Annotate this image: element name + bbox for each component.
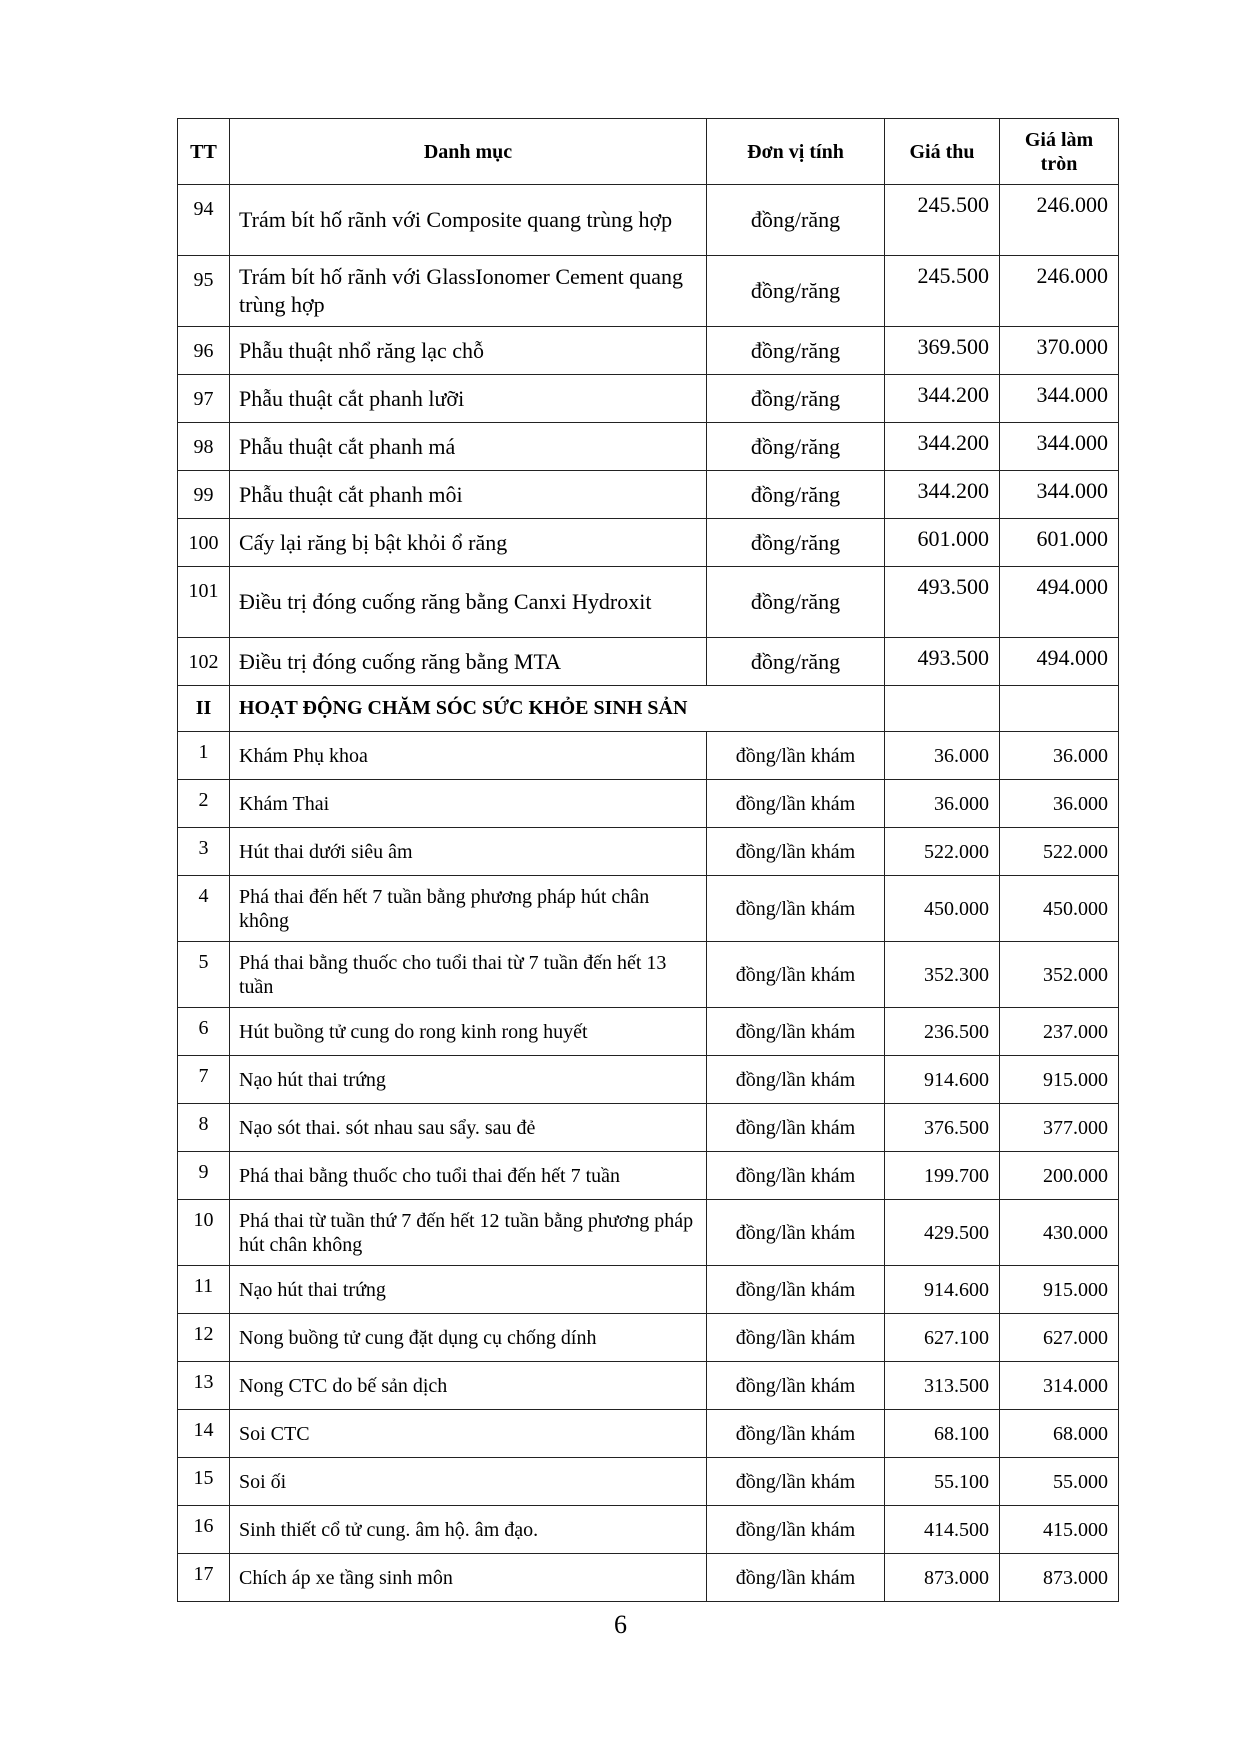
row-tt: 13	[178, 1362, 230, 1410]
table-row	[178, 1104, 1119, 1152]
row-tt: 5	[178, 942, 230, 1008]
row-unit: đồng/lần khám	[707, 1410, 885, 1458]
row-tt: 98	[178, 423, 230, 471]
table-row	[178, 1008, 1119, 1056]
row-price: 55.100	[885, 1458, 1000, 1506]
row-tt: 14	[178, 1410, 230, 1458]
table-row	[178, 876, 1119, 942]
row-tt: 96	[178, 327, 230, 375]
row-unit: đồng/lần khám	[707, 828, 885, 876]
row-name: Phá thai đến hết 7 tuần bằng phương pháp hút chân không	[230, 876, 707, 942]
row-unit: đồng/lần khám	[707, 1554, 885, 1602]
table-row	[178, 828, 1119, 876]
table-row	[178, 732, 1119, 780]
row-price: 493.500	[885, 638, 1000, 686]
table-row	[178, 638, 1119, 686]
row-name: Điều trị đóng cuống răng bằng Canxi Hydroxit	[230, 567, 707, 638]
table-row	[178, 519, 1119, 567]
row-unit: đồng/răng	[707, 185, 885, 256]
row-rounded: 344.000	[1000, 471, 1119, 519]
table-row	[178, 185, 1119, 256]
row-rounded: 915.000	[1000, 1266, 1119, 1314]
row-name: Phẫu thuật nhổ răng lạc chỗ	[230, 327, 707, 375]
row-unit: đồng/lần khám	[707, 1152, 885, 1200]
row-name: Nạo hút thai trứng	[230, 1266, 707, 1314]
row-rounded: 415.000	[1000, 1506, 1119, 1554]
row-name: Phẫu thuật cắt phanh môi	[230, 471, 707, 519]
row-rounded: 55.000	[1000, 1458, 1119, 1506]
row-rounded: 68.000	[1000, 1410, 1119, 1458]
row-name: Nạo sót thai. sót nhau sau sẩy. sau đẻ	[230, 1104, 707, 1152]
row-price: 429.500	[885, 1200, 1000, 1266]
section-header	[178, 686, 1119, 732]
header-rounded: Giá làm tròn	[1000, 119, 1119, 185]
row-name: Trám bít hố rãnh với Composite quang trùng hợp	[230, 185, 707, 256]
row-unit: đồng/lần khám	[707, 876, 885, 942]
row-price: 873.000	[885, 1554, 1000, 1602]
row-name: Phẫu thuật cắt phanh lưỡi	[230, 375, 707, 423]
row-unit: đồng/răng	[707, 423, 885, 471]
row-name: Cấy lại răng bị bật khỏi ổ răng	[230, 519, 707, 567]
row-unit: đồng/lần khám	[707, 1104, 885, 1152]
row-tt: 101	[178, 567, 230, 638]
row-price: 236.500	[885, 1008, 1000, 1056]
table-row	[178, 1266, 1119, 1314]
row-price: 522.000	[885, 828, 1000, 876]
table-row	[178, 1554, 1119, 1602]
table-row	[178, 375, 1119, 423]
row-unit: đồng/răng	[707, 638, 885, 686]
row-tt: 3	[178, 828, 230, 876]
table-row	[178, 1152, 1119, 1200]
row-tt: 6	[178, 1008, 230, 1056]
section-empty-price	[885, 686, 1000, 732]
row-price: 344.200	[885, 423, 1000, 471]
row-price: 199.700	[885, 1152, 1000, 1200]
row-tt: 4	[178, 876, 230, 942]
row-name: Nong CTC do bế sản dịch	[230, 1362, 707, 1410]
row-name: Soi ối	[230, 1458, 707, 1506]
row-name: Phá thai từ tuần thứ 7 đến hết 12 tuần bằng phương pháp hút chân không	[230, 1200, 707, 1266]
row-tt: 1	[178, 732, 230, 780]
row-rounded: 344.000	[1000, 423, 1119, 471]
row-price: 493.500	[885, 567, 1000, 638]
row-tt: 10	[178, 1200, 230, 1266]
row-name: Điều trị đóng cuống răng bằng MTA	[230, 638, 707, 686]
reproductive-health-section	[178, 732, 1119, 1602]
row-name: Nạo hút thai trứng	[230, 1056, 707, 1104]
row-rounded: 377.000	[1000, 1104, 1119, 1152]
row-price: 914.600	[885, 1266, 1000, 1314]
row-tt: 7	[178, 1056, 230, 1104]
table-row	[178, 1506, 1119, 1554]
row-tt: 8	[178, 1104, 230, 1152]
row-unit: đồng/lần khám	[707, 1266, 885, 1314]
row-rounded: 200.000	[1000, 1152, 1119, 1200]
row-rounded: 246.000	[1000, 185, 1119, 256]
row-unit: đồng/răng	[707, 256, 885, 327]
table-row	[178, 1314, 1119, 1362]
row-price: 344.200	[885, 471, 1000, 519]
row-rounded: 246.000	[1000, 256, 1119, 327]
row-unit: đồng/răng	[707, 567, 885, 638]
row-rounded: 522.000	[1000, 828, 1119, 876]
row-tt: 95	[178, 256, 230, 327]
row-tt: 11	[178, 1266, 230, 1314]
table-row	[178, 1410, 1119, 1458]
row-unit: đồng/lần khám	[707, 1314, 885, 1362]
section-title: HOẠT ĐỘNG CHĂM SÓC SỨC KHỎE SINH SẢN	[230, 686, 885, 732]
row-name: Nong buồng tử cung đặt dụng cụ chống dính	[230, 1314, 707, 1362]
row-price: 313.500	[885, 1362, 1000, 1410]
row-rounded: 314.000	[1000, 1362, 1119, 1410]
page-number: 6	[614, 1610, 627, 1639]
row-unit: đồng/răng	[707, 519, 885, 567]
price-table	[177, 118, 1119, 1602]
row-tt: 17	[178, 1554, 230, 1602]
header-price: Giá thu	[885, 119, 1000, 185]
row-tt: 16	[178, 1506, 230, 1554]
row-tt: 94	[178, 185, 230, 256]
row-rounded: 627.000	[1000, 1314, 1119, 1362]
row-name: Trám bít hố rãnh với GlassIonomer Cement quang trùng hợp	[230, 256, 707, 327]
table-row	[178, 256, 1119, 327]
row-unit: đồng/răng	[707, 327, 885, 375]
table-row	[178, 423, 1119, 471]
row-name: Hút buồng tử cung do rong kinh rong huyết	[230, 1008, 707, 1056]
row-price: 414.500	[885, 1506, 1000, 1554]
row-rounded: 873.000	[1000, 1554, 1119, 1602]
row-rounded: 601.000	[1000, 519, 1119, 567]
row-unit: đồng/lần khám	[707, 780, 885, 828]
row-tt: 99	[178, 471, 230, 519]
row-price: 914.600	[885, 1056, 1000, 1104]
row-tt: 15	[178, 1458, 230, 1506]
table-row	[178, 471, 1119, 519]
row-price: 36.000	[885, 780, 1000, 828]
row-unit: đồng/răng	[707, 471, 885, 519]
section-number: II	[178, 686, 230, 732]
row-name: Phá thai bằng thuốc cho tuổi thai đến hết 7 tuần	[230, 1152, 707, 1200]
row-rounded: 494.000	[1000, 567, 1119, 638]
table-row	[178, 327, 1119, 375]
row-tt: 9	[178, 1152, 230, 1200]
row-rounded: 344.000	[1000, 375, 1119, 423]
row-price: 36.000	[885, 732, 1000, 780]
table-row	[178, 1056, 1119, 1104]
row-unit: đồng/lần khám	[707, 1362, 885, 1410]
row-name: Phá thai bằng thuốc cho tuổi thai từ 7 tuần đến hết 13 tuần	[230, 942, 707, 1008]
table-header	[178, 119, 1119, 185]
row-rounded: 430.000	[1000, 1200, 1119, 1266]
row-tt: 2	[178, 780, 230, 828]
row-price: 352.300	[885, 942, 1000, 1008]
row-rounded: 370.000	[1000, 327, 1119, 375]
row-tt: 102	[178, 638, 230, 686]
row-rounded: 915.000	[1000, 1056, 1119, 1104]
row-rounded: 36.000	[1000, 732, 1119, 780]
header-unit: Đơn vị tính	[707, 119, 885, 185]
row-tt: 97	[178, 375, 230, 423]
row-unit: đồng/răng	[707, 375, 885, 423]
row-unit: đồng/lần khám	[707, 1458, 885, 1506]
table-row	[178, 567, 1119, 638]
row-name: Phẫu thuật cắt phanh má	[230, 423, 707, 471]
table-row	[178, 1362, 1119, 1410]
row-price: 245.500	[885, 185, 1000, 256]
row-unit: đồng/lần khám	[707, 942, 885, 1008]
row-rounded: 352.000	[1000, 942, 1119, 1008]
row-name: Khám Thai	[230, 780, 707, 828]
row-rounded: 237.000	[1000, 1008, 1119, 1056]
row-price: 627.100	[885, 1314, 1000, 1362]
row-price: 245.500	[885, 256, 1000, 327]
row-price: 369.500	[885, 327, 1000, 375]
row-tt: 100	[178, 519, 230, 567]
header-tt: TT	[178, 119, 230, 185]
row-price: 450.000	[885, 876, 1000, 942]
row-name: Sinh thiết cổ tử cung. âm hộ. âm đạo.	[230, 1506, 707, 1554]
table-row	[178, 1200, 1119, 1266]
row-price: 601.000	[885, 519, 1000, 567]
row-tt: 12	[178, 1314, 230, 1362]
row-unit: đồng/lần khám	[707, 1008, 885, 1056]
table-row	[178, 942, 1119, 1008]
row-rounded: 494.000	[1000, 638, 1119, 686]
row-price: 68.100	[885, 1410, 1000, 1458]
row-unit: đồng/lần khám	[707, 1056, 885, 1104]
row-name: Chích áp xe tầng sinh môn	[230, 1554, 707, 1602]
row-unit: đồng/lần khám	[707, 732, 885, 780]
header-name: Danh mục	[230, 119, 707, 185]
row-unit: đồng/lần khám	[707, 1506, 885, 1554]
row-rounded: 450.000	[1000, 876, 1119, 942]
row-name: Khám Phụ khoa	[230, 732, 707, 780]
row-name: Hút thai dưới siêu âm	[230, 828, 707, 876]
row-price: 376.500	[885, 1104, 1000, 1152]
row-price: 344.200	[885, 375, 1000, 423]
row-rounded: 36.000	[1000, 780, 1119, 828]
row-name: Soi CTC	[230, 1410, 707, 1458]
table-row	[178, 1458, 1119, 1506]
dental-section	[178, 185, 1119, 686]
section-empty-rounded	[1000, 686, 1119, 732]
row-unit: đồng/lần khám	[707, 1200, 885, 1266]
table-row	[178, 780, 1119, 828]
